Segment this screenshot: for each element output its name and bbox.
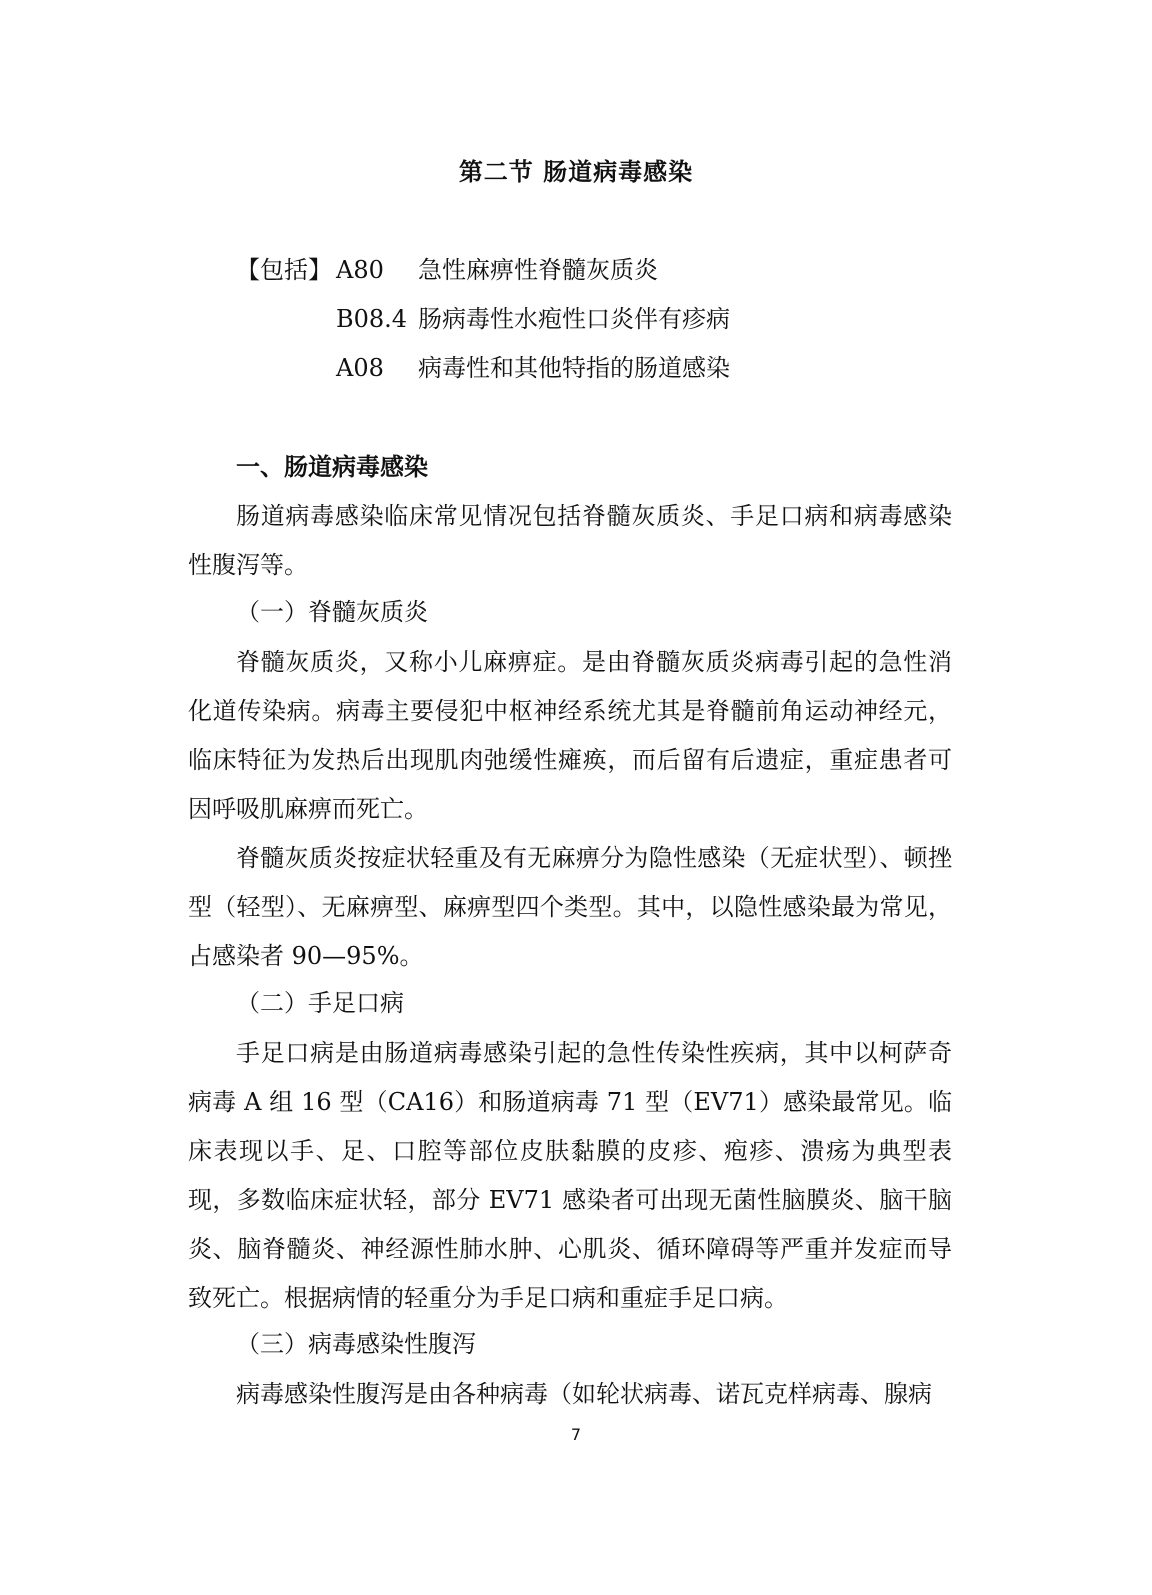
icd-code: B08.4: [336, 305, 408, 333]
paragraph-hfmd: 手足口病是由肠道病毒感染引起的急性传染性疾病，其中以柯萨奇病毒 A 组 16 型（CA16）和肠道病毒 71 型（EV71）感染最常见。临床表现以手、足、口腔等部位皮肤黏膜的皮疹、疱疹、溃疡为典型表现，多数临床症状轻，部分 EV71 感染者可出现无菌性脑膜炎、脑干脑炎、脑脊髓炎、神经源性肺水肿、心肌炎、循环障碍等严重并发症而导致死亡。根据病情的轻重分为手足口病和重症手足口病。: [188, 1039, 952, 1312]
subsection-title-polio: （一）脊髓灰质炎: [236, 598, 428, 626]
paragraph-polio-types: 脊髓灰质炎按症状轻重及有无麻痹分为隐性感染（无症状型）、顿挫型（轻型）、无麻痹型、麻痹型四个类型。其中，以隐性感染最为常见，占感染者 90—95%。: [188, 844, 952, 970]
include-prefix: 【包括】: [236, 256, 332, 284]
icd-code: A08: [336, 354, 384, 382]
page-number: 7: [570, 1425, 582, 1444]
section-title: 第二节 肠道病毒感染: [458, 158, 694, 186]
paragraph-polio-definition: 脊髓灰质炎，又称小儿麻痹症。是由脊髓灰质炎病毒引起的急性消化道传染病。病毒主要侵犯中枢神经系统尤其是脊髓前角运动神经元，临床特征为发热后出现肌肉弛缓性瘫痪，而后留有后遗症，重症患者可因呼吸肌麻痹而死亡。: [188, 648, 952, 823]
paragraph-viral-diarrhea: 病毒感染性腹泻是由各种病毒（如轮状病毒、诺瓦克样病毒、腺病: [236, 1380, 932, 1408]
icd-code: A80: [336, 256, 384, 284]
heading-level-1: 一、肠道病毒感染: [236, 453, 428, 481]
subsection-title-hfmd: （二）手足口病: [236, 989, 404, 1017]
icd-description: 病毒性和其他特指的肠道感染: [418, 354, 730, 382]
subsection-title-viral-diarrhea: （三）病毒感染性腹泻: [236, 1330, 476, 1358]
icd-description: 肠病毒性水疱性口炎伴有疹病: [418, 305, 730, 333]
icd-description: 急性麻痹性脊髓灰质炎: [418, 256, 658, 284]
intro-paragraph: 肠道病毒感染临床常见情况包括脊髓灰质炎、手足口病和病毒感染性腹泻等。: [188, 502, 952, 579]
